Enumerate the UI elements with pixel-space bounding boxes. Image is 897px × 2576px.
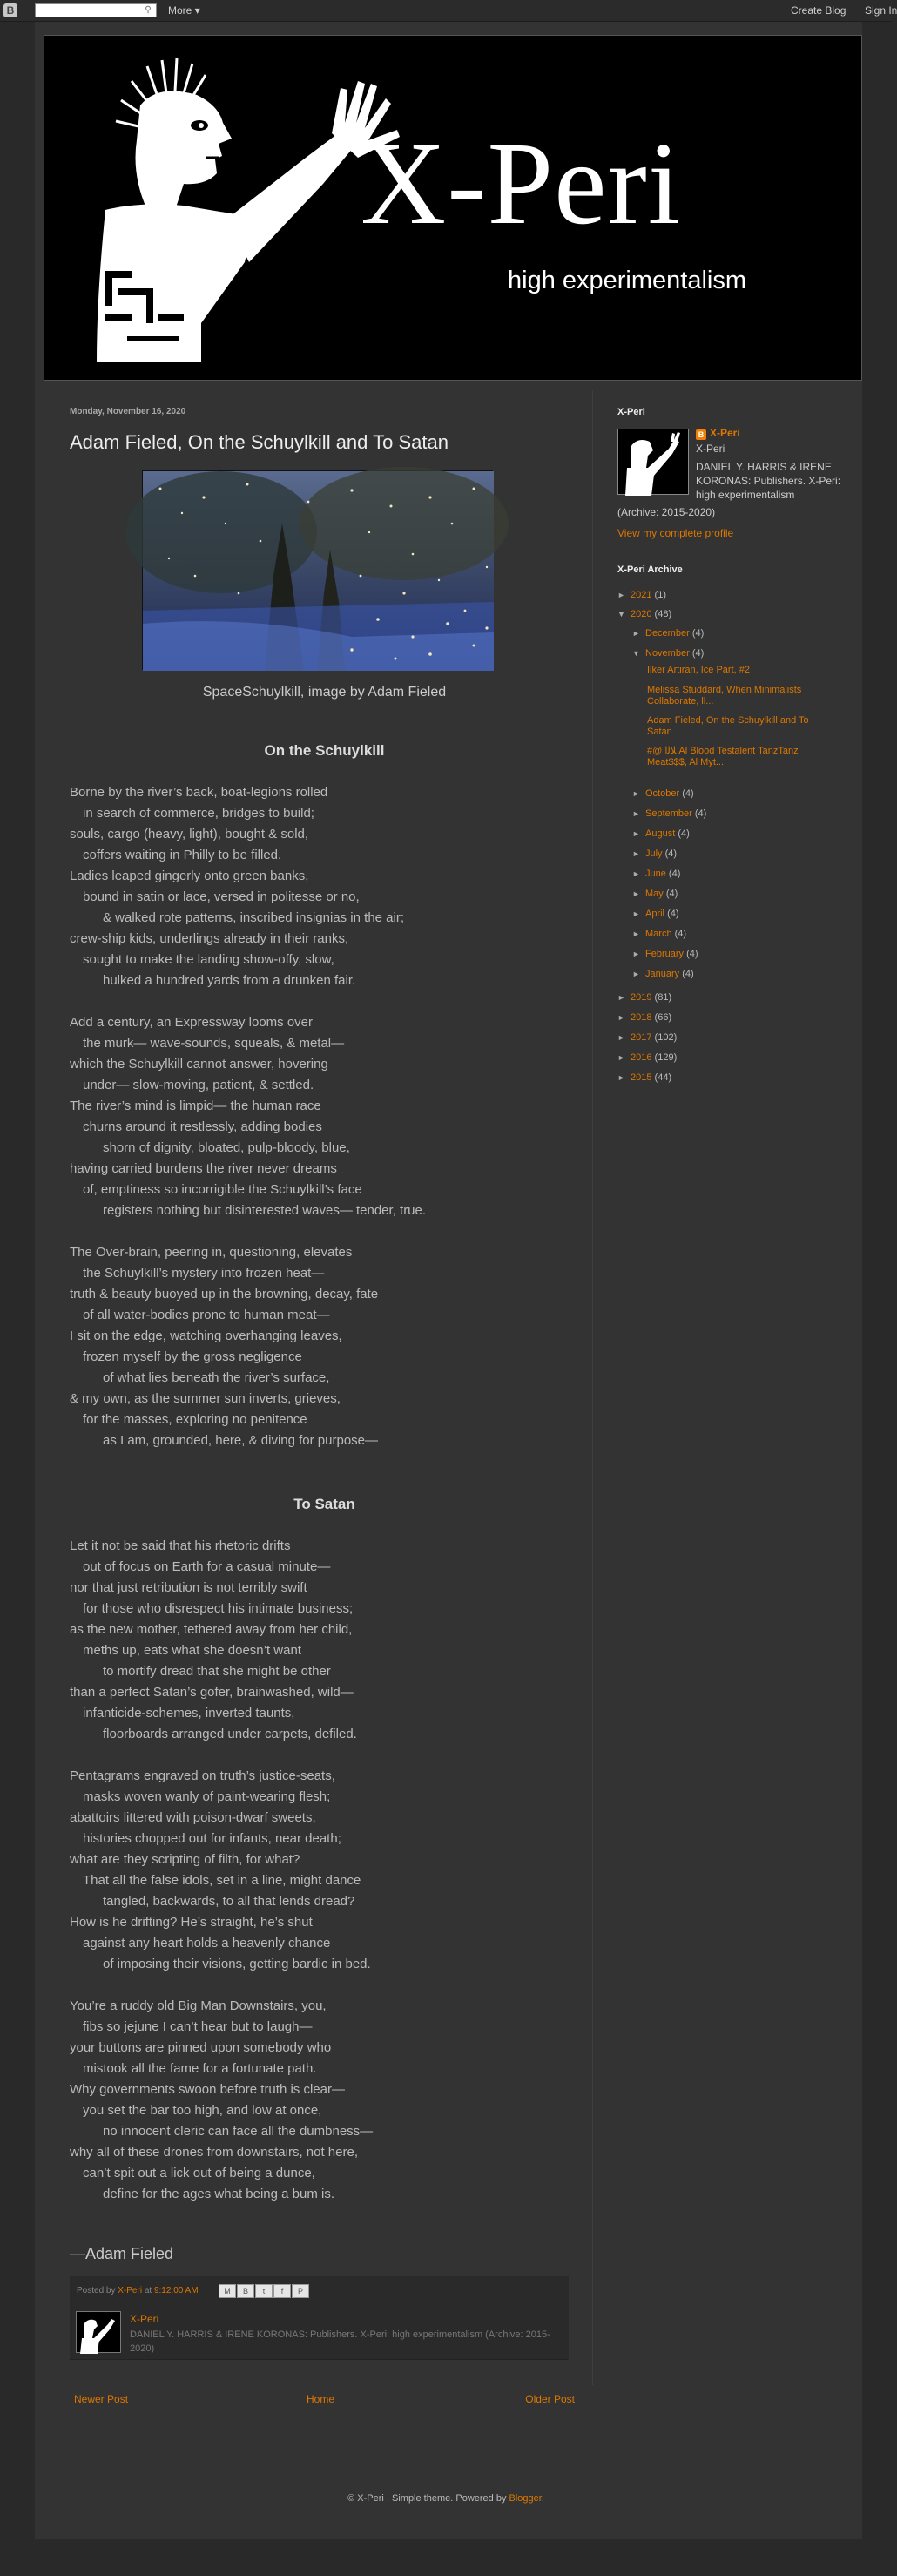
poem-line: mistook all the fame for a fortunate path. <box>83 2061 317 2076</box>
profile-figure-icon <box>618 429 690 496</box>
profile-name-link[interactable]: X-Peri <box>710 427 740 439</box>
expand-toggle-icon[interactable]: ► <box>617 1073 625 1082</box>
expand-toggle-icon[interactable]: ► <box>617 591 625 599</box>
facebook-share-icon[interactable]: f <box>273 2284 291 2298</box>
page-footer <box>0 2493 892 2504</box>
post-signature: —Adam Fieled <box>70 2245 174 2262</box>
author-profile-box <box>76 2311 563 2355</box>
image-caption: SpaceSchuylkill, image by Adam Fieled <box>202 685 447 700</box>
archive-count: (4) <box>691 648 705 659</box>
blog-pager <box>70 2393 579 2410</box>
older-post-link[interactable]: Older Post <box>525 2393 575 2405</box>
archive-count: (4) <box>668 869 681 879</box>
view-profile-link[interactable]: View my complete profile <box>617 527 734 539</box>
footer-period: . <box>541 2493 544 2504</box>
archive-year-2020[interactable] <box>617 608 671 620</box>
archive-count: (81) <box>654 992 672 1003</box>
archive-count: (48) <box>654 609 672 619</box>
archive-count: (66) <box>654 1012 672 1023</box>
search-icon[interactable]: ⚲ <box>145 5 152 15</box>
poem-line: infanticide-schemes, inverted taunts, <box>83 1706 295 1721</box>
poem-line: You’re a ruddy old Big Man Downstairs, you, <box>70 1998 327 2013</box>
poem-line: masks woven wanly of paint-wearing flesh; <box>83 1789 331 1804</box>
archive-month-link[interactable]: January <box>645 969 680 979</box>
archive-month-link[interactable]: May <box>645 889 664 899</box>
archive-widget-title: X-Peri Archive <box>617 565 683 575</box>
poem-line: as the new mother, tethered away from her child, <box>70 1622 353 1637</box>
poem-line: Pentagrams engraved on truth’s justice-seats, <box>70 1768 335 1783</box>
archive-month-july[interactable] <box>632 848 677 860</box>
poem-line: histories chopped out for infants, near death; <box>83 1831 341 1846</box>
poem-line: nor that just retribution is not terribly swift <box>70 1580 307 1595</box>
post-image[interactable] <box>142 470 493 670</box>
author-name-link[interactable]: X-Peri <box>130 2313 159 2325</box>
archive-month-may[interactable] <box>632 888 678 900</box>
archive-month-link[interactable]: June <box>645 869 666 879</box>
archive-count: (129) <box>654 1052 678 1063</box>
poem-line: the Schuylkill’s mystery into frozen heat— <box>83 1266 325 1281</box>
poem-line: Ladies leaped gingerly onto green banks, <box>70 869 309 883</box>
avatar-figure-icon <box>77 2312 122 2354</box>
create-blog-link[interactable]: Create Blog <box>791 4 846 17</box>
poem-line: having carried burdens the river never dreams <box>70 1161 337 1176</box>
expand-toggle-icon[interactable]: ► <box>632 849 640 858</box>
post-footer <box>70 2276 569 2360</box>
archive-count: (4) <box>691 628 705 639</box>
expand-toggle-icon[interactable]: ► <box>617 993 625 1002</box>
expand-toggle-icon[interactable]: ► <box>632 970 640 978</box>
profile-description-archive: (Archive: 2015-2020) <box>617 506 716 518</box>
poem-line: against any heart holds a heavenly chance <box>83 1936 331 1951</box>
archive-month-link[interactable]: April <box>645 909 665 919</box>
newer-post-link[interactable]: Newer Post <box>74 2393 129 2405</box>
share-buttons <box>219 2284 309 2298</box>
expand-toggle-icon[interactable]: ► <box>632 869 640 878</box>
poem-line: Why governments swoon before truth is clear— <box>70 2082 345 2097</box>
archive-post-link[interactable]: Melissa Studdard, When Minimalists Collaborate, ll... <box>647 685 802 707</box>
archive-month-september[interactable] <box>632 808 706 820</box>
poem-line: The Over-brain, peering in, questioning, elevates <box>70 1245 353 1260</box>
archive-month-october[interactable] <box>632 788 694 800</box>
archive-count: (4) <box>682 969 694 979</box>
posted-by-label: Posted by <box>77 2286 116 2295</box>
poem-line: of imposing their visions, getting bardic in bed. <box>103 1957 371 1971</box>
archive-month-january[interactable] <box>632 968 694 980</box>
pinterest-share-icon[interactable]: P <box>292 2284 309 2298</box>
archive-count: (4) <box>686 949 698 959</box>
poem-line: That all the false idols, set in a line, might dance <box>83 1873 361 1888</box>
archive-month-link[interactable]: August <box>645 828 676 839</box>
twitter-share-icon[interactable]: t <box>255 2284 273 2298</box>
expand-toggle-icon[interactable]: ► <box>632 809 640 818</box>
poem-line: How is he drifting? He’s straight, he’s shut <box>70 1915 313 1930</box>
poem-line: The river’s mind is limpid— the human race <box>70 1099 321 1113</box>
expand-toggle-icon[interactable]: ► <box>632 950 640 958</box>
archive-year-2018[interactable] <box>617 1011 671 1024</box>
collapse-toggle-icon[interactable]: ▼ <box>632 649 640 658</box>
poem-line: churns around it restlessly, adding bodies <box>83 1119 322 1134</box>
archive-count: (4) <box>665 889 678 899</box>
search-input[interactable] <box>35 3 157 17</box>
poem-line: out of focus on Earth for a casual minute— <box>83 1559 331 1574</box>
archive-count: (4) <box>667 909 679 919</box>
archive-count: (4) <box>664 849 678 859</box>
poem-line: why all of these drones from downstairs, not here, <box>70 2145 358 2160</box>
poem-line: truth & beauty buoyed up in the browning, decay, fate <box>70 1287 379 1302</box>
archive-year-2016[interactable] <box>617 1051 677 1064</box>
archive-month-link[interactable]: March <box>645 929 672 939</box>
poem-line: sought to make the landing show-offy, slow, <box>83 952 334 967</box>
blogger-navbar <box>0 0 897 22</box>
poem-line: fibs so jejune I can’t hear but to laugh— <box>83 2019 313 2034</box>
poem-line: for the masses, exploring no penitence <box>83 1412 307 1427</box>
poem-line: hulked a hundred yards from a drunken fair. <box>103 973 356 988</box>
poem-line: crew-ship kids, underlings already in their ranks, <box>70 931 349 946</box>
more-menu[interactable]: More ▾ <box>168 4 200 17</box>
archive-year-2021[interactable] <box>617 589 666 601</box>
poem-line: than a perfect Satan’s gofer, brainwashed, wild— <box>70 1685 354 1700</box>
poem-line: I sit on the edge, watching overhanging leaves, <box>70 1329 342 1343</box>
poem-line: to mortify dread that she might be other <box>103 1664 331 1679</box>
blog-title[interactable]: X-Peri <box>361 118 682 249</box>
expand-toggle-icon[interactable]: ► <box>617 1033 625 1042</box>
blog-tagline: high experimentalism <box>508 267 747 294</box>
poem-line: of what lies beneath the river’s surface, <box>103 1370 330 1385</box>
sidebar-divider <box>592 390 593 2385</box>
blogger-logo-icon[interactable]: B <box>3 3 17 17</box>
archive-year-link[interactable]: 2021 <box>631 590 652 600</box>
profile-image[interactable] <box>617 429 689 495</box>
poem-line: Let it not be said that his rhetoric drifts <box>70 1538 291 1553</box>
archive-post-link[interactable]: Ilker Artiran, Ice Part, #2 <box>647 665 750 675</box>
poem-line: & walked rote patterns, inscribed insignias in the air; <box>103 910 405 925</box>
blogthis-share-icon[interactable]: B <box>237 2284 254 2298</box>
profile-description: DANIEL Y. HARRIS & IRENE KORONAS: Publishers. X-Peri: high experimentalism <box>696 461 841 501</box>
poem-line: registers nothing but disinterested waves— tender, true. <box>103 1203 427 1218</box>
expand-toggle-icon[interactable]: ► <box>632 829 640 838</box>
poem-line: of all water-bodies prone to human meat— <box>83 1308 330 1322</box>
author-avatar[interactable] <box>76 2311 121 2353</box>
poem-line: floorboards arranged under carpets, defiled. <box>103 1727 357 1741</box>
poem-line: meths up, eats what she doesn’t want <box>83 1643 301 1658</box>
archive-month-august[interactable] <box>632 828 690 840</box>
poem-line: shorn of dignity, bloated, pulp-bloody, blue, <box>103 1140 350 1155</box>
archive-count: (102) <box>654 1032 678 1043</box>
archive-month-link[interactable]: February <box>645 949 685 959</box>
archive-month-april[interactable] <box>632 908 679 920</box>
blogger-link[interactable]: Blogger <box>509 2493 542 2504</box>
archive-month-link[interactable]: September <box>645 808 692 819</box>
expand-toggle-icon[interactable]: ► <box>632 889 640 898</box>
profile-widget-title: X-Peri <box>617 407 645 417</box>
poem-line: under— slow-moving, patient, & settled. <box>83 1078 314 1092</box>
post-title: Adam Fieled, On the Schuylkill and To Satan <box>70 431 448 453</box>
archive-year-link[interactable]: 2019 <box>631 992 652 1003</box>
poem-line: & my own, as the summer sun inverts, grieves, <box>70 1391 341 1406</box>
archive-month-february[interactable] <box>632 948 698 960</box>
poem-line: what are they scripting of filth, for what? <box>70 1852 300 1867</box>
expand-toggle-icon[interactable]: ► <box>632 930 640 938</box>
archive-post-link[interactable]: #@ ﻼﻟﺍ Al Blood Testalent TanzTanz Meat$$$, Al Myt... <box>647 746 799 767</box>
archive-post-link[interactable]: Adam Fieled, On the Schuylkill and To Satan <box>647 715 809 737</box>
archive-month-march[interactable] <box>632 928 686 940</box>
archive-month-link[interactable]: October <box>645 788 680 799</box>
archive-year-link[interactable]: 2017 <box>631 1032 652 1043</box>
archive-month-june[interactable] <box>632 868 680 880</box>
sign-in-link[interactable]: Sign In <box>865 4 897 17</box>
date-header: Monday, November 16, 2020 <box>70 407 186 416</box>
post-author-link[interactable]: X-Peri <box>118 2286 143 2295</box>
poem-line: which the Schuylkill cannot answer, hovering <box>70 1057 328 1072</box>
author-description: DANIEL Y. HARRIS & IRENE KORONAS: Publishers. X-Peri: high experimentalism (Archive: 2015-2020) <box>130 2329 550 2354</box>
poem-line: the murk— wave-sounds, squeals, & metal— <box>83 1036 345 1051</box>
archive-count: (4) <box>682 788 694 799</box>
archive-count: (44) <box>654 1072 672 1083</box>
archive-count: (1) <box>654 590 666 600</box>
archive-count: (4) <box>694 808 707 819</box>
poem-line: your buttons are pinned upon somebody who <box>70 2040 332 2055</box>
poem-line: bound in satin or lace, versed in politesse or no, <box>83 889 360 904</box>
poem-line: define for the ages what being a bum is. <box>103 2187 335 2201</box>
copyright-text: © X-Peri . Simple theme. Powered by <box>347 2493 507 2504</box>
poem-line: abattoirs littered with poison-dwarf sweets, <box>70 1810 316 1825</box>
space-schuylkill-image <box>143 471 494 671</box>
poem-line: souls, cargo (heavy, light), bought & sold, <box>70 827 309 842</box>
archive-month-december[interactable] <box>632 627 704 639</box>
archive-month-november[interactable] <box>632 647 704 659</box>
archive-count: (4) <box>674 929 687 939</box>
poem-line: Borne by the river’s back, boat-legions rolled <box>70 785 328 800</box>
archive-year-2017[interactable] <box>617 1031 677 1044</box>
expand-toggle-icon[interactable]: ► <box>617 1013 625 1022</box>
poem-line: in search of commerce, bridges to build; <box>83 806 314 821</box>
archive-year-link[interactable]: 2016 <box>631 1052 652 1063</box>
collapse-toggle-icon[interactable]: ▼ <box>617 610 625 619</box>
archive-year-link[interactable]: 2015 <box>631 1072 652 1083</box>
profile-name[interactable] <box>696 427 740 440</box>
email-share-icon[interactable]: M <box>219 2284 236 2298</box>
poem-title-schuylkill: On the Schuylkill <box>264 742 385 759</box>
poem-title-satan: To Satan <box>293 1496 355 1512</box>
archive-month-link[interactable]: July <box>645 849 663 859</box>
expand-toggle-icon[interactable]: ► <box>617 1053 625 1062</box>
poem-line: frozen myself by the gross negligence <box>83 1349 302 1364</box>
expand-toggle-icon[interactable]: ► <box>632 909 640 918</box>
archive-year-link[interactable]: 2018 <box>631 1012 652 1023</box>
expand-toggle-icon[interactable]: ► <box>632 789 640 798</box>
home-link[interactable]: Home <box>307 2393 335 2405</box>
post-timestamp-link[interactable]: 9:12:00 AM <box>153 2286 199 2295</box>
poem-line: Add a century, an Expressway looms over <box>70 1015 314 1030</box>
poem-line: as I am, grounded, here, & diving for purpose— <box>103 1433 379 1448</box>
poem-line: can’t spit out a lick out of being a dunce, <box>83 2166 315 2180</box>
expand-toggle-icon[interactable]: ► <box>632 629 640 638</box>
poem-line: of, emptiness so incorrigible the Schuylkill’s face <box>83 1182 362 1197</box>
poem-line: tangled, backwards, to all that lends dread? <box>103 1894 355 1909</box>
poem-line: coffers waiting in Philly to be filled. <box>83 848 282 862</box>
post-meta <box>77 2286 199 2295</box>
at-label: at <box>144 2286 152 2295</box>
archive-month-link[interactable]: December <box>645 628 690 639</box>
archive-year-2015[interactable] <box>617 1072 671 1084</box>
archive-count: (4) <box>678 828 690 839</box>
blogger-profile-icon: B <box>696 429 706 440</box>
poem-line: for those who disrespect his intimate business; <box>83 1601 354 1616</box>
archive-year-2019[interactable] <box>617 991 671 1004</box>
blog-header[interactable] <box>44 35 862 381</box>
profile-location: X-Peri <box>696 443 725 455</box>
archive-year-link[interactable]: 2020 <box>631 609 652 619</box>
poem-line: you set the bar too high, and low at once, <box>83 2103 322 2118</box>
poem-line: no innocent cleric can face all the dumbness— <box>103 2124 374 2139</box>
archive-month-link[interactable]: November <box>645 648 690 659</box>
